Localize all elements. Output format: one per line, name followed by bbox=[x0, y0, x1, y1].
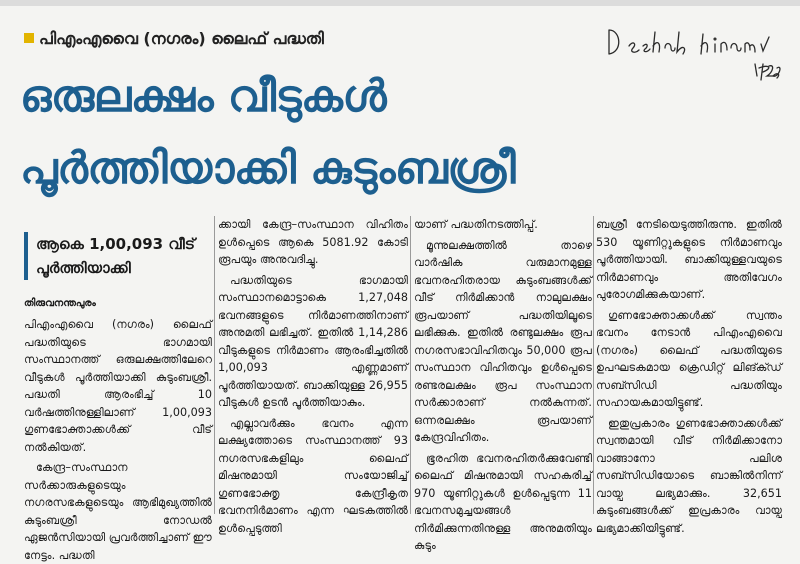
paragraph: കേന്ദ്ര–സംസ്ഥാന സർക്കാരുകളുടെയും നഗരസഭകളുടെയും ആഭിമുഖ്യത്തിൽ കുടുംബശ്രീ നോഡൽ ഏജൻസിയായി പ്രവർത്തിച്ചാണ് ഈ നേട്ടം. പദ്ധതി bbox=[24, 461, 212, 562]
section-kicker bbox=[24, 29, 324, 49]
paragraph: മൂന്നുലക്ഷത്തിൽ താഴെ വാർഷിക വരുമാനമുള്ള ഭവനരഹിതരായ കുടുംബങ്ങൾക്ക് വീട് നിർമിക്കാൻ നാലുലക്ഷം രൂപയാണ് പദ്ധതിയിലൂടെ ലഭിക്കുക. ഇതിൽ രണ്ടുലക്ഷം രൂപ നഗരസഭാവിഹിതവും 50,000 രൂപ സംസ്ഥാന വിഹിതവും ഉൾപ്പെടെ രണ്ടരലക്ഷം രൂപ സംസ്ഥാന സർക്കാരാണ് നൽകുന്നത്. ഒന്നരലക്ഷം രൂപയാണ് കേന്ദ്രവിഹിതം. bbox=[414, 238, 592, 444]
paragraph: ക്കായി കേന്ദ്ര–സംസ്ഥാന വിഹിതം ഉൾപ്പെടെ ആകെ 5081.92 കോടി രൂപയും അനുവദിച്ചു. bbox=[218, 218, 408, 266]
column-divider bbox=[214, 216, 215, 514]
kicker-text: പിഎംഎവൈ (നഗരം) ലൈഫ് പദ്ധതി bbox=[39, 29, 324, 48]
paragraph: യാണ് പദ്ധതിനടത്തിപ്പ്. bbox=[414, 218, 538, 231]
headline-line-1: ഒരുലക്ഷം വീടുകൾ bbox=[20, 71, 387, 122]
article-column-1 bbox=[24, 316, 212, 562]
handwritten-signature bbox=[605, 24, 785, 84]
dateline: തിരുവനന്തപുരം bbox=[24, 298, 96, 309]
sub-headline-line-2: പൂർത്തിയാക്കി bbox=[36, 259, 131, 277]
paragraph: പിഎംഎവൈ (നഗരം) ലൈഫ് പദ്ധതിയുടെ ഭാഗമായി സംസ്ഥാനത്ത് ഒരുലക്ഷത്തിലേറെ വീടുകൾ പൂർത്തിയാക്കി കുടുംബശ്രീ. പദ്ധതി ആരംഭിച്ച് 10 വർഷത്തിനുള്ളിലാണ് 1,00,093 ഗുണഭോക്താക്കൾക്ക് വീട് നൽകിയത്. bbox=[24, 318, 212, 454]
paragraph: എല്ലാവർക്കും ഭവനം എന്ന ലക്ഷ്യത്തോടെ സംസ്ഥാനത്ത് 93 നഗരസഭകളിലും ലൈഫ് മിഷനുമായി സംയോജിച്ച് ഗുണഭോക്തൃ കേന്ദ്രീകൃത ഭവനനിർമാണം എന്ന ഘടകത്തിൽ ഉൾപ്പെടുത്തി bbox=[218, 416, 408, 535]
paragraph: ഗുണഭോക്താക്കൾക്ക് സ്വന്തം ഭവനം നേടാൻ പിഎംഎവൈ (നഗരം) ലൈഫ് പദ്ധതിയുടെ ഉപഘടകമായ ക്രെഡിറ്റ് ലിങ്ക്ഡ് സബ്സിഡി പദ്ധതിയും സഹായകമായിട്ടുണ്ട്. bbox=[596, 308, 782, 409]
sub-headline-line-1: ആകെ 1,00,093 വീട് bbox=[36, 235, 195, 253]
column-divider bbox=[410, 216, 411, 514]
headline-line-2: പൂർത്തിയാക്കി കുടുംബശ്രീ bbox=[20, 143, 516, 194]
column-divider bbox=[593, 216, 594, 514]
paragraph: ബശ്രീ നേടിയെടുത്തിരുന്നു. ഇതിൽ 530 യൂണിറ്റുകളുടെ നിർമാണവും പൂർത്തിയായി. ബാക്കിയുള്ളവയുടെ നിർമാണവും അതിവേഗം പുരോഗമിക്കുകയാണ്. bbox=[596, 218, 782, 301]
sub-headline bbox=[24, 232, 216, 280]
article-column-3 bbox=[414, 216, 592, 552]
article-column-4 bbox=[596, 216, 782, 535]
paragraph: ഇതുപ്രകാരം ഗുണഭോക്താക്കൾക്ക് സ്വന്തമായി വീട് നിർമിക്കാനോ വാങ്ങാനോ പലിശ സബ്സിഡിയോടെ ബാങ്കിൽനിന്ന് വായ്പ ലഭ്യമാക്കും. 32,651 കുടുംബങ്ങൾക്ക് ഇപ്രകാരം വായ്പ ലഭ്യമാക്കിയിട്ടുണ്ട്. bbox=[596, 416, 782, 535]
kicker-square-icon bbox=[24, 33, 34, 43]
paragraph: പദ്ധതിയുടെ ഭാഗമായി സംസ്ഥാനമൊട്ടാകെ 1,27,048 ഭവനങ്ങളുടെ നിർമാണത്തിനാണ് അനുമതി ലഭിച്ചത്. ഇതിൽ 1,14,286 വീടുകളുടെ നിർമാണം ആരംഭിച്ചതിൽ 1,00,093 എണ്ണമാണ് പൂർത്തിയായത്. ബാക്കിയുള്ള 26,955 വീടുകൾ ഉടൻ പൂർത്തിയാകും. bbox=[218, 273, 408, 409]
paragraph: ഭൂരഹിത ഭവനരഹിതർക്കുവേണ്ടി ലൈഫ് മിഷനുമായി സഹകരിച്ച് 970 യൂണിറ്റുകൾ ഉൾപ്പെടുന്ന 11 ഭവനസമുച്ചയങ്ങൾ നിർമിക്കുന്നതിനുള്ള അനുമതിയും കുടും bbox=[414, 451, 592, 552]
article-column-2 bbox=[218, 216, 408, 535]
page-top-strip bbox=[0, 0, 800, 6]
